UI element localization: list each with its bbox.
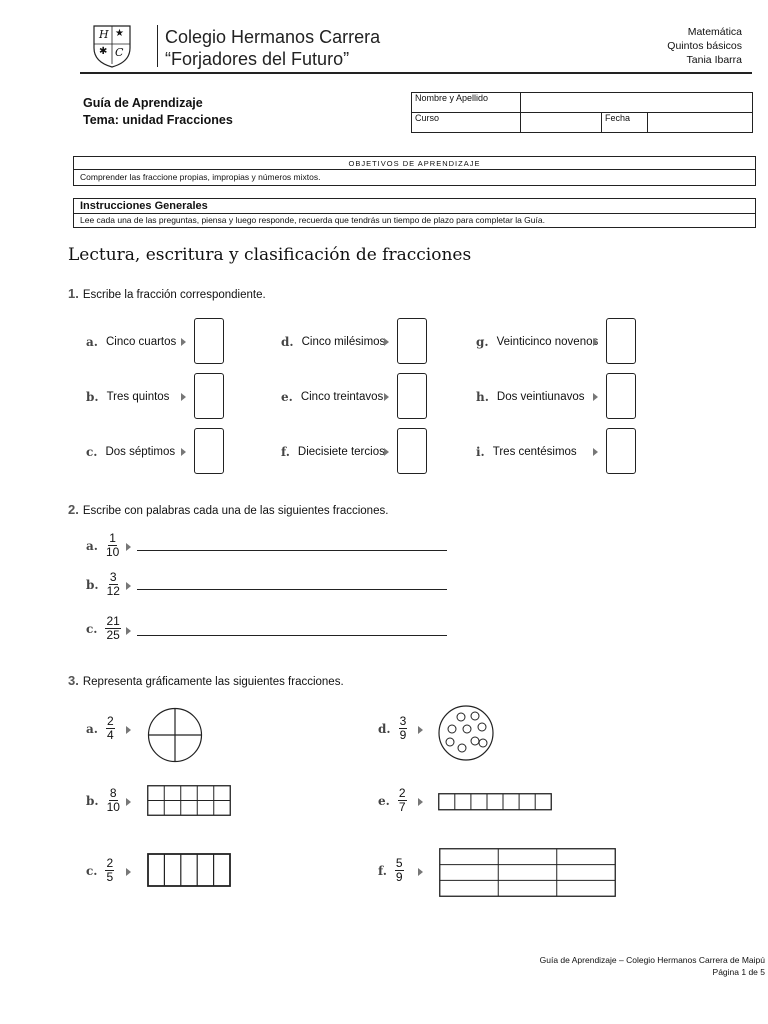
question-prompt: Escribe con palabras cada una de las siguientes fracciones. — [82, 505, 389, 517]
grid-10-figure[interactable] — [147, 785, 231, 816]
question-number: 3. — [68, 673, 79, 688]
course-label: Curso — [412, 113, 521, 133]
question-prompt: Escribe la fracción correspondiente. — [82, 289, 266, 301]
denominator: 9 — [395, 870, 403, 884]
question-number: 2. — [68, 502, 79, 517]
arrow-icon — [593, 448, 598, 456]
q2-item-b — [86, 571, 120, 598]
logo-asterisk: ✱ — [99, 46, 108, 57]
section-title: Lectura, escritura y clasificación de fracciones — [68, 245, 472, 265]
arrow-icon — [418, 798, 423, 806]
answer-box[interactable] — [194, 318, 224, 364]
item-letter: c. — [86, 445, 98, 459]
item-letter: b. — [86, 577, 99, 592]
arrow-icon — [593, 393, 598, 401]
denominator: 10 — [105, 545, 120, 559]
instructions-text: Lee cada una de las preguntas, piensa y luego responde, recuerda que tendrás un tiempo de plazo para completar la Guía. — [80, 215, 545, 225]
q3-item-b — [86, 787, 120, 814]
item-text: Cinco treintavos — [300, 391, 384, 403]
grid-9-figure[interactable] — [439, 848, 616, 897]
item-text: Cinco cuartos — [105, 336, 177, 348]
header-divider — [157, 25, 158, 67]
fraction — [105, 857, 114, 884]
answer-box[interactable] — [397, 373, 427, 419]
denominator: 25 — [106, 628, 120, 642]
fraction — [107, 787, 120, 814]
q1-item-c — [86, 445, 175, 459]
q3-item-d — [378, 715, 407, 742]
numerator: 8 — [109, 786, 117, 800]
strip-7-figure[interactable] — [438, 793, 552, 811]
q2-item-a — [86, 532, 119, 559]
instructions-title: Instrucciones Generales — [74, 199, 755, 214]
q3-item-c — [86, 857, 114, 884]
denominator: 4 — [106, 728, 114, 742]
teacher: Tania Ibarra — [686, 54, 742, 66]
arrow-icon — [384, 393, 389, 401]
footer-guide: Guía de Aprendizaje – Colegio Hermanos Carrera de Maipú — [539, 955, 765, 965]
numerator: 2 — [106, 714, 114, 728]
denominator: 9 — [399, 728, 407, 742]
item-letter: a. — [86, 335, 98, 349]
arrow-icon — [126, 627, 131, 635]
q1-item-i — [476, 445, 577, 459]
name-field[interactable] — [521, 93, 753, 113]
question-number: 1. — [68, 286, 79, 301]
arrow-icon — [418, 726, 423, 734]
circle-dots-figure[interactable] — [437, 705, 495, 761]
answer-box[interactable] — [194, 373, 224, 419]
fraction — [395, 857, 404, 884]
item-text: Dos séptimos — [105, 446, 176, 458]
q1-item-d — [281, 335, 385, 349]
arrow-icon — [181, 338, 186, 346]
item-letter: f. — [281, 445, 290, 459]
item-text: Diecisiete tercios — [297, 446, 385, 458]
item-letter: a. — [86, 721, 98, 736]
page-number: Página 1 de 5 — [712, 967, 765, 977]
course-field[interactable] — [521, 113, 602, 133]
logo-star: ★ — [115, 28, 124, 39]
arrow-icon — [418, 868, 423, 876]
subject: Matemática — [687, 26, 742, 38]
fraction — [399, 715, 408, 742]
name-label: Nombre y Apellido — [412, 93, 521, 113]
item-letter: e. — [378, 793, 390, 808]
numerator: 2 — [398, 786, 406, 800]
item-text: Cinco milésimos — [301, 336, 386, 348]
q1-item-g — [476, 335, 598, 349]
objectives-title: OBJETIVOS DE APRENDIZAJE — [74, 157, 755, 170]
arrow-icon — [181, 393, 186, 401]
course-header — [667, 25, 742, 67]
school-header — [165, 26, 380, 70]
date-label: Fecha — [602, 113, 648, 133]
q3-item-f — [378, 857, 404, 884]
item-text: Dos veintiunavos — [496, 391, 585, 403]
denominator: 12 — [106, 584, 120, 598]
q2-item-c — [86, 615, 121, 642]
guide-topic: Tema: unidad Fracciones — [83, 113, 233, 127]
item-letter: d. — [281, 335, 294, 349]
answer-box[interactable] — [397, 318, 427, 364]
q1-item-b — [86, 390, 169, 404]
item-letter: b. — [86, 793, 99, 808]
arrow-icon — [126, 543, 131, 551]
objectives-text: Comprender las fraccione propias, impropias y números mixtos. — [80, 172, 321, 182]
item-text: Veinticinco novenos — [496, 336, 599, 348]
arrow-icon — [126, 582, 131, 590]
arrow-icon — [126, 726, 131, 734]
logo-letter: H — [99, 28, 109, 41]
item-letter: i. — [476, 445, 485, 459]
item-letter: f. — [378, 863, 387, 878]
item-letter: g. — [476, 335, 489, 349]
item-text: Tres centésimos — [492, 446, 577, 458]
denominator: 10 — [106, 800, 120, 814]
q3-item-e — [378, 787, 407, 814]
answer-line[interactable] — [137, 635, 447, 636]
question-2 — [68, 502, 388, 517]
footer — [540, 954, 765, 978]
answer-box[interactable] — [397, 428, 427, 474]
numerator: 3 — [399, 714, 407, 728]
fraction — [107, 571, 120, 598]
guide-heading — [83, 95, 233, 129]
date-field[interactable] — [648, 113, 753, 133]
q3-item-a — [86, 715, 115, 742]
fraction — [106, 715, 115, 742]
numerator: 3 — [109, 570, 117, 584]
circle-quarters-figure[interactable] — [147, 707, 203, 763]
school-motto: “Forjadores del Futuro” — [165, 49, 350, 69]
question-1 — [68, 286, 266, 301]
q1-item-e — [281, 390, 383, 404]
answer-box[interactable] — [606, 373, 636, 419]
arrow-icon — [593, 338, 598, 346]
item-letter: h. — [476, 390, 489, 404]
q1-item-f — [281, 445, 385, 459]
q1-item-h — [476, 390, 584, 404]
numerator: 21 — [106, 614, 120, 628]
fraction — [106, 532, 119, 559]
denominator: 7 — [398, 800, 406, 814]
numerator: 5 — [395, 856, 403, 870]
logo-letter: C — [115, 46, 124, 59]
grid-5-figure[interactable] — [147, 853, 231, 887]
answer-box[interactable] — [194, 428, 224, 474]
item-letter: d. — [378, 721, 391, 736]
question-prompt: Representa gráficamente las siguientes fracciones. — [82, 676, 344, 688]
arrow-icon — [384, 448, 389, 456]
header-rule — [80, 72, 752, 74]
numerator: 2 — [106, 856, 114, 870]
fraction — [398, 787, 407, 814]
question-3 — [68, 673, 344, 688]
school-name: Colegio Hermanos Carrera — [165, 27, 381, 47]
answer-box[interactable] — [606, 318, 636, 364]
instructions-box — [73, 198, 756, 228]
school-logo — [90, 24, 134, 68]
denominator: 5 — [106, 870, 114, 884]
grade: Quintos básicos — [667, 40, 742, 52]
item-letter: e. — [281, 390, 293, 404]
numerator: 1 — [109, 531, 116, 545]
q1-item-a — [86, 335, 176, 349]
fraction — [105, 615, 120, 642]
item-letter: c. — [86, 863, 98, 878]
item-letter: b. — [86, 390, 99, 404]
arrow-icon — [126, 868, 131, 876]
arrow-icon — [384, 338, 389, 346]
arrow-icon — [126, 798, 131, 806]
item-letter: a. — [86, 538, 98, 553]
answer-line[interactable] — [137, 589, 447, 590]
item-text: Tres quintos — [106, 391, 170, 403]
item-letter: c. — [86, 621, 98, 636]
student-info-table — [411, 92, 753, 133]
guide-title: Guía de Aprendizaje — [83, 96, 203, 110]
objectives-box — [73, 156, 756, 186]
answer-box[interactable] — [606, 428, 636, 474]
answer-line[interactable] — [137, 550, 447, 551]
arrow-icon — [181, 448, 186, 456]
